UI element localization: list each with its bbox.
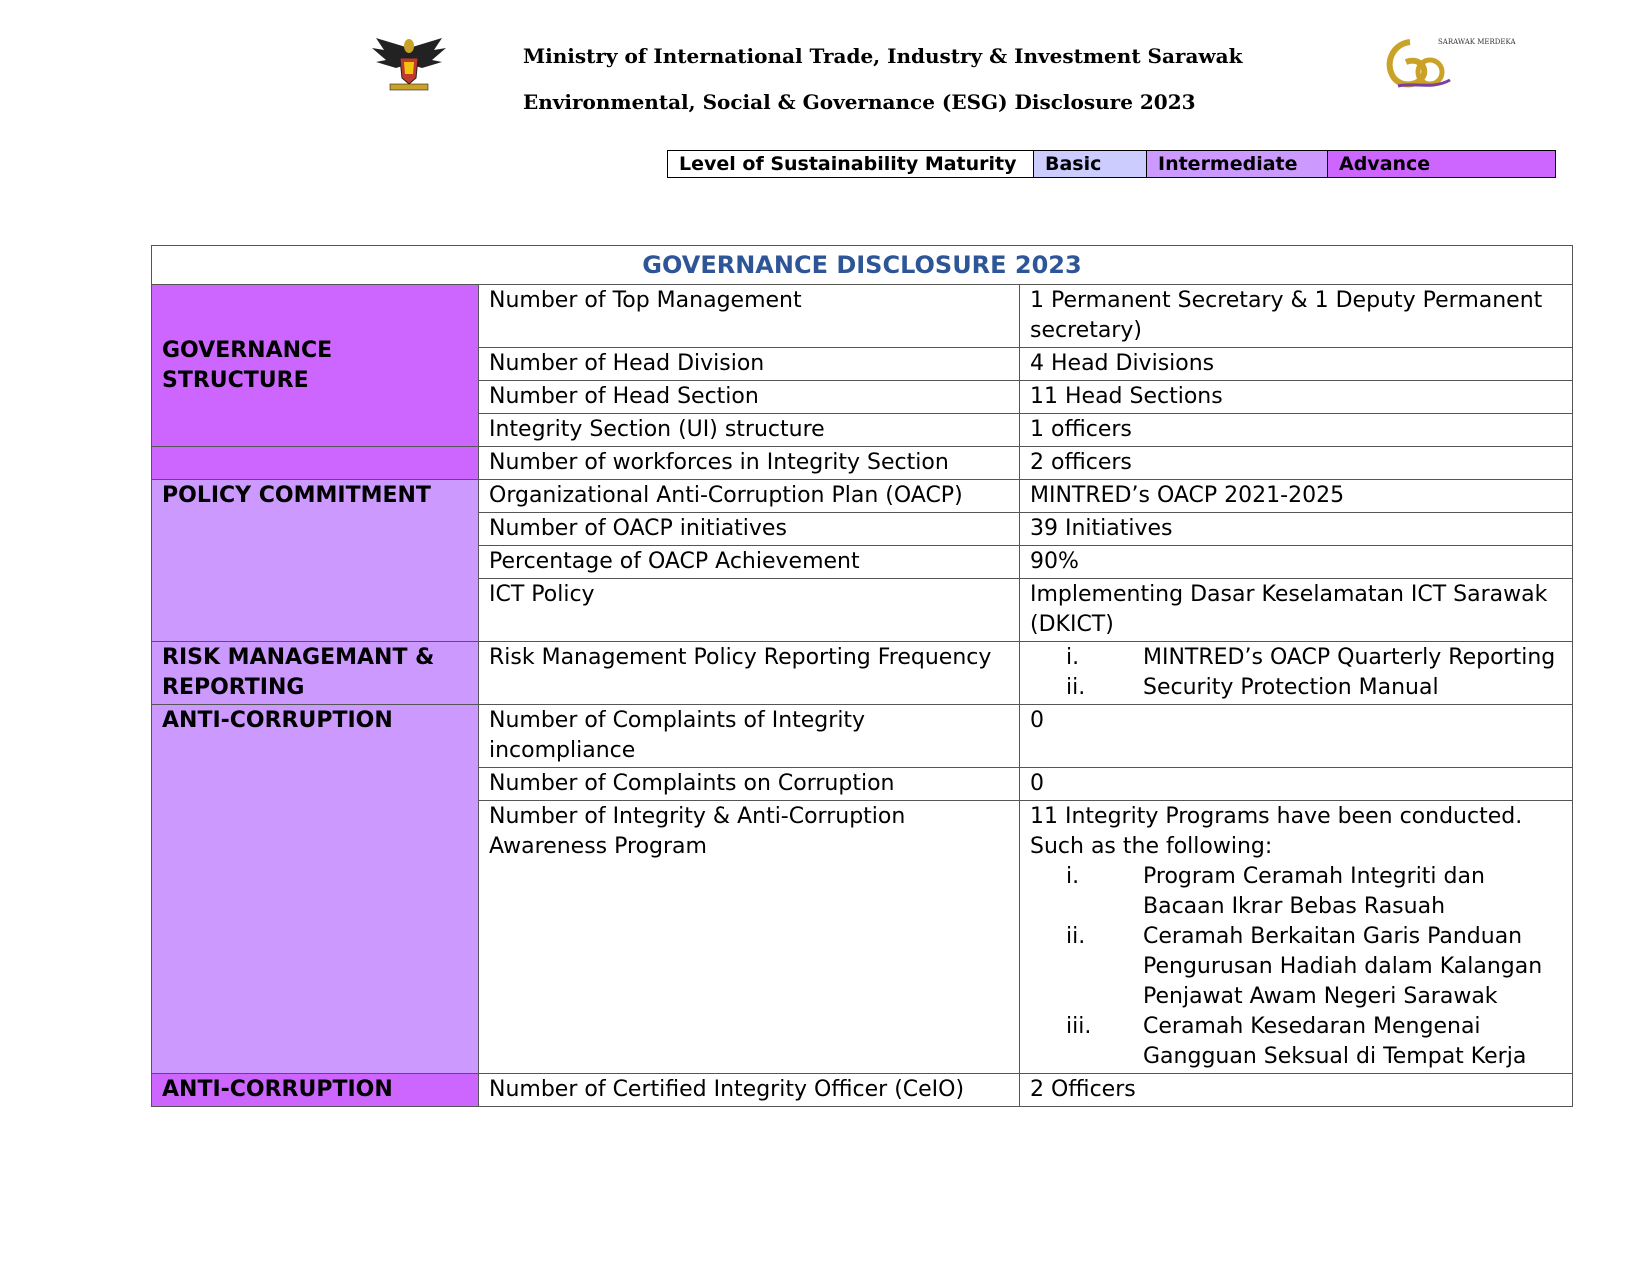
- category-policy-commitment: POLICY COMMITMENT: [152, 480, 479, 642]
- maturity-advance: Advance: [1328, 151, 1555, 177]
- maturity-label: Level of Sustainability Maturity: [668, 151, 1034, 177]
- category-filler: [152, 447, 479, 480]
- category-governance-structure: GOVERNANCE STRUCTURE: [152, 285, 479, 447]
- maturity-legend: [667, 150, 1556, 178]
- category-anti-corruption-2: ANTI-CORRUPTION: [152, 1074, 479, 1107]
- value-cell: MINTRED’s OACP 2021-2025: [1020, 480, 1573, 513]
- item-cell: Number of OACP initiatives: [479, 513, 1020, 546]
- table-row: [152, 705, 1573, 768]
- item-cell: Number of Top Management: [479, 285, 1020, 348]
- category-anti-corruption: ANTI-CORRUPTION: [152, 705, 479, 1074]
- table-row: [152, 480, 1573, 513]
- list-item: ii. Security Protection Manual: [1066, 675, 1439, 700]
- maturity-basic: Basic: [1034, 151, 1147, 177]
- value-cell: 2 officers: [1020, 447, 1573, 480]
- value-cell: 4 Head Divisions: [1020, 348, 1573, 381]
- item-cell: Percentage of OACP Achievement: [479, 546, 1020, 579]
- table-row: [152, 285, 1573, 348]
- value-cell: Implementing Dasar Keselamatan ICT Sarawak (DKICT): [1020, 579, 1573, 642]
- maturity-intermediate: Intermediate: [1147, 151, 1328, 177]
- table-row: [152, 447, 1573, 480]
- value-cell: 0: [1020, 705, 1573, 768]
- item-cell: Number of Head Section: [479, 381, 1020, 414]
- item-cell: Number of Integrity & Anti-Corruption Awareness Program: [479, 801, 1020, 1074]
- item-cell: Number of Complaints of Integrity incompliance: [479, 705, 1020, 768]
- table-title: GOVERNANCE DISCLOSURE 2023: [152, 246, 1573, 285]
- list-item: i. Program Ceramah Integriti dan Bacaan Ikrar Bebas Rasuah: [1066, 864, 1485, 919]
- item-cell: Organizational Anti-Corruption Plan (OACP): [479, 480, 1020, 513]
- item-cell: ICT Policy: [479, 579, 1020, 642]
- table-row: [152, 1074, 1573, 1107]
- disclosure-title: Environmental, Social & Governance (ESG) Disclosure 2023: [523, 90, 1196, 114]
- item-cell: Integrity Section (UI) structure: [479, 414, 1020, 447]
- item-cell: Number of Certified Integrity Officer (CeIO): [479, 1074, 1020, 1107]
- program-intro: 11 Integrity Programs have been conducted. Such as the following:: [1030, 804, 1523, 859]
- category-risk-management: RISK MANAGEMANT & REPORTING: [152, 642, 479, 705]
- list-item: iii. Ceramah Kesedaran Mengenai Gangguan Seksual di Tempat Kerja: [1066, 1014, 1527, 1069]
- list-item: i. MINTRED’s OACP Quarterly Reporting: [1066, 645, 1556, 670]
- sarawak-coat-of-arms-icon: [366, 34, 452, 96]
- sarawak-merdeka-60-logo-icon: [1380, 34, 1516, 96]
- risk-list: [1030, 643, 1562, 703]
- table-title-row: [152, 246, 1573, 285]
- value-cell: 1 Permanent Secretary & 1 Deputy Permanent secretary): [1020, 285, 1573, 348]
- value-cell: 1 officers: [1020, 414, 1573, 447]
- value-cell: 11 Head Sections: [1020, 381, 1573, 414]
- item-cell: Number of workforces in Integrity Section: [479, 447, 1020, 480]
- item-cell: Number of Head Division: [479, 348, 1020, 381]
- svg-text:SARAWAK MERDEKA: SARAWAK MERDEKA: [1438, 38, 1516, 46]
- list-item: ii. Ceramah Berkaitan Garis Panduan Pengurusan Hadiah dalam Kalangan Penjawat Awam Negeri Sarawak: [1066, 924, 1543, 1009]
- table-row: [152, 642, 1573, 705]
- value-cell: 0: [1020, 768, 1573, 801]
- value-cell: 2 Officers: [1020, 1074, 1573, 1107]
- ministry-title: Ministry of International Trade, Industry & Investment Sarawak: [523, 44, 1243, 68]
- value-cell: 90%: [1020, 546, 1573, 579]
- item-cell: Number of Complaints on Corruption: [479, 768, 1020, 801]
- governance-disclosure-table: [151, 245, 1573, 1107]
- value-cell: [1020, 801, 1573, 1074]
- item-cell: Risk Management Policy Reporting Frequency: [479, 642, 1020, 705]
- value-cell: 39 Initiatives: [1020, 513, 1573, 546]
- value-cell: [1020, 642, 1573, 705]
- program-list: [1030, 862, 1562, 1072]
